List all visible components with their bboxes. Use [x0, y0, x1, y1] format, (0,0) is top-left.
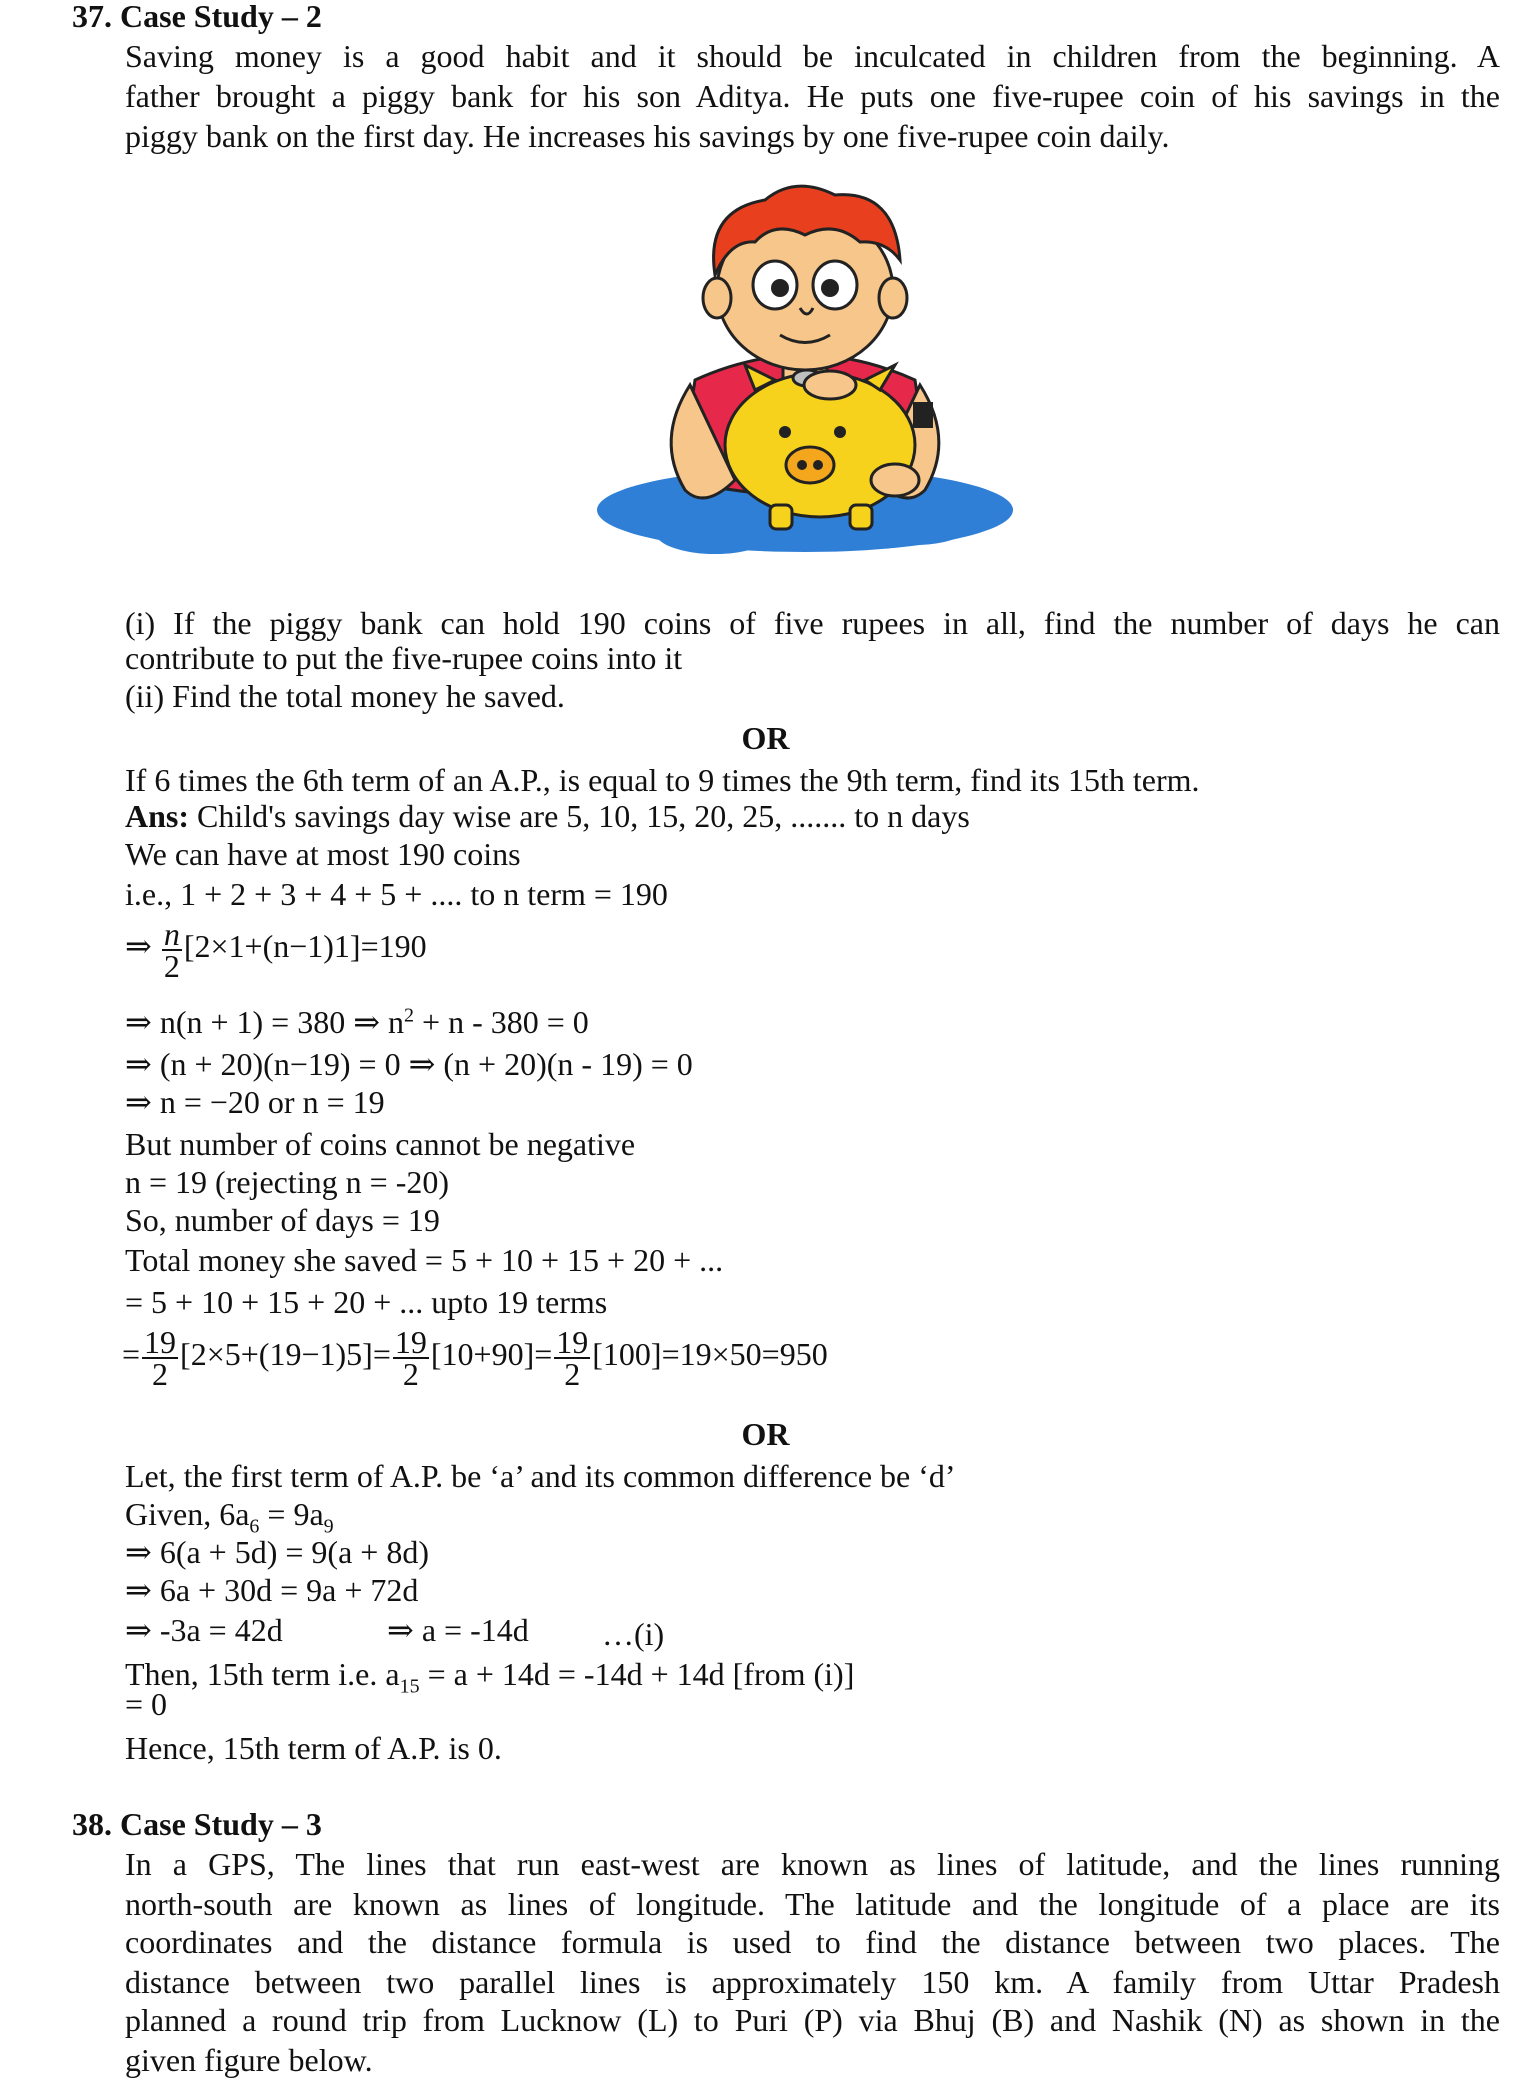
method-line-7: = 0: [125, 1686, 168, 1722]
method-line-5b: ⇒ a = -14d: [387, 1612, 529, 1648]
fraction-19-over-2-c: $\frac{19}{2}$: [556, 1323, 589, 1392]
q38-line-5: planned a round trip from Lucknow (L) to Puri (P) via Bhuj (B) and Nashik (N) as shown in the: [125, 2002, 1500, 2038]
or-divider-2: OR: [741, 1416, 790, 1452]
answer-label: Ans:: [125, 798, 190, 834]
q37-part-i-line-1: (i) If the piggy bank can hold 190 coins of five rupees in all, find the number of days he can: [125, 605, 1500, 641]
solution-line-2: i.e., 1 + 2 + 3 + 4 + 5 + .... to n term = 190: [125, 876, 668, 912]
q38-line-2: north-south are known as lines of longitude. The latitude and the longitude of a place are its: [125, 1886, 1500, 1922]
q37-intro-line-3: piggy bank on the first day. He increases his savings by one five-rupee coin daily.: [125, 118, 1170, 154]
equation-total-money: = $\frac{19}{2}$ [2×5+(19−1)5]= $\frac{19}{2}$ [10+90]= $\frac{19}{2}$ [100]=19×50=950: [122, 1323, 828, 1392]
q38-line-3: coordinates and the distance formula is used to find the distance between two places. The: [125, 1924, 1500, 1960]
fraction-n-over-2: $\frac{n}{2}$: [163, 915, 180, 984]
method-line-5a: ⇒ -3a = 42d: [125, 1612, 283, 1648]
q37-part-ii: (ii) Find the total money he saved.: [125, 678, 565, 714]
or-divider-1: OR: [741, 720, 790, 756]
solution-line-10: = 5 + 10 + 15 + 20 + ... upto 19 terms: [125, 1284, 608, 1320]
solution-line-6: But number of coins cannot be negative: [125, 1126, 636, 1162]
q38-title: 38. Case Study – 3: [72, 1806, 322, 1842]
equation-reference: …(i): [602, 1616, 665, 1652]
solution-line-3: ⇒ n(n + 1) = 380 ⇒ $n^2 + n - 380 = 0$: [125, 1004, 589, 1040]
q37-intro-line-2: father brought a piggy bank for his son Aditya. He puts one five-rupee coin of his savings in the: [125, 78, 1500, 114]
answer-text: Child's savings day wise are 5, 10, 15, 20, 25, ....... to n days: [189, 798, 970, 834]
solution-line-1: We can have at most 190 coins: [125, 836, 521, 872]
solution-line-7: n = 19 (rejecting n = -20): [125, 1164, 449, 1200]
equation-sum-rest: [2×1+(n−1)1]=190: [183, 928, 427, 964]
solution-line-5: ⇒ n = −20 or n = 19: [125, 1084, 385, 1120]
equation-sum-formula: [125, 915, 427, 984]
q37-intro-line-1: Saving money is a good habit and it should be inculcated in children from the beginning. A: [125, 38, 1500, 74]
q37-or-question: If 6 times the 6th term of an A.P., is equal to 9 times the 9th term, find its 15th term.: [125, 762, 1200, 798]
boy-with-piggy-bank-illustration: [595, 180, 1015, 585]
q38-line-1: In a GPS, The lines that run east-west are known as lines of latitude, and the lines running: [125, 1846, 1500, 1882]
method-line-6: Then, 15th term i.e. $a_{15} = a + 14d = -14d + 14d$ [from (i)]: [125, 1656, 855, 1698]
method-line-1: Let, the first term of A.P. be ‘a’ and its common difference be ‘d’: [125, 1458, 956, 1494]
solution-line-8: So, number of days = 19: [125, 1202, 440, 1238]
method-line-2: Given, $6a_6 = 9a_9$: [125, 1496, 334, 1538]
method-line-4: ⇒ 6a + 30d = 9a + 72d: [125, 1572, 419, 1608]
q38-line-4: distance between two parallel lines is approximately 150 km. A family from Uttar Pradesh: [125, 1964, 1500, 2000]
solution-line-9: Total money she saved = 5 + 10 + 15 + 20 + ...: [125, 1242, 724, 1278]
fraction-19-over-2-a: $\frac{19}{2}$: [144, 1323, 177, 1392]
method-line-3: ⇒ 6(a + 5d) = 9(a + 8d): [125, 1534, 429, 1570]
fraction-19-over-2-b: $\frac{19}{2}$: [394, 1323, 427, 1392]
q38-line-6: given figure below.: [125, 2042, 373, 2078]
answer-line: [125, 796, 970, 836]
q37-title: 37. Case Study – 2: [72, 0, 322, 34]
solution-line-4: ⇒ (n + 20)(n−19) = 0 ⇒ (n + 20)(n - 19) = 0: [125, 1046, 693, 1082]
method-conclusion: Hence, 15th term of A.P. is 0.: [125, 1730, 502, 1766]
implies-symbol: ⇒: [125, 928, 152, 964]
q37-part-i-line-2: contribute to put the five-rupee coins into it: [125, 640, 683, 676]
